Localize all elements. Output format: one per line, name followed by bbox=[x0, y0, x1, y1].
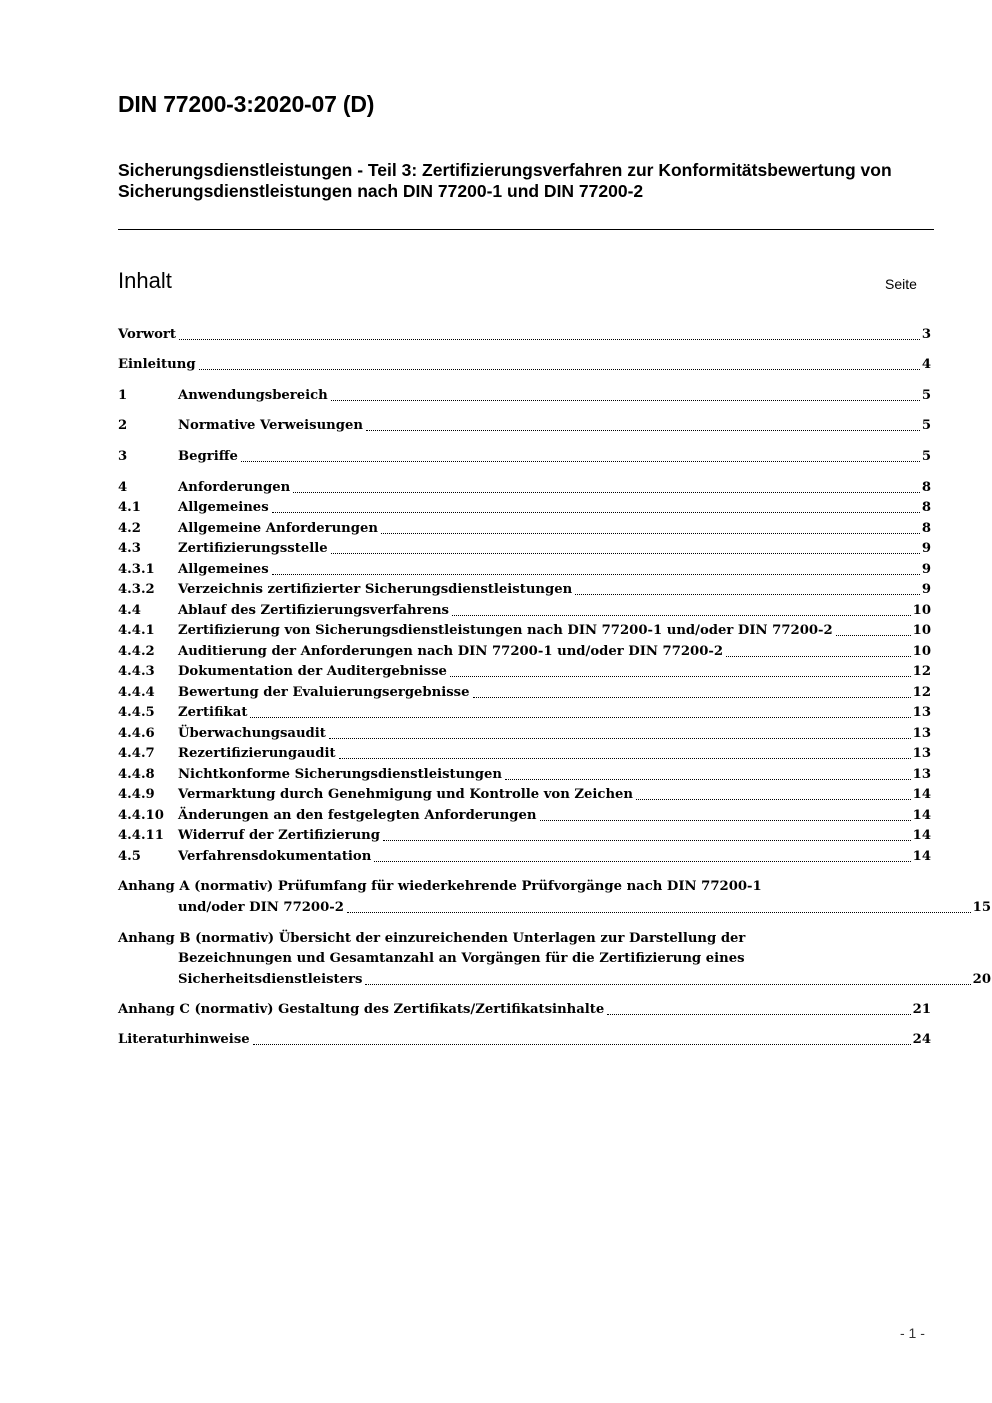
document-subtitle: Sicherungsdienstleistungen - Teil 3: Zertifizierungsverfahren zur Konformitätsbewertung von Sicherungsdienstleistungen nach DIN 77200-1 und DIN 77200-2 bbox=[118, 160, 892, 201]
document-title: DIN 77200-3:2020-07 (D) bbox=[118, 91, 375, 117]
toc-dot-leader bbox=[272, 574, 920, 575]
toc-entry-page: 9 bbox=[921, 541, 931, 556]
toc-entry[interactable] bbox=[118, 806, 931, 826]
toc-entry[interactable] bbox=[118, 601, 931, 621]
toc-entry[interactable] bbox=[118, 580, 931, 600]
toc-entry[interactable] bbox=[118, 325, 931, 345]
toc-dot-leader bbox=[365, 984, 970, 985]
toc-entry[interactable] bbox=[118, 560, 931, 580]
toc-dot-leader bbox=[331, 400, 920, 401]
toc-dot-leader bbox=[293, 492, 920, 493]
toc-entry-page: 13 bbox=[912, 726, 931, 741]
toc-entry-title: Nichtkonforme Sicherungsdienstleistungen bbox=[178, 767, 502, 782]
toc-entry-title: Bewertung der Evaluierungsergebnisse bbox=[178, 685, 470, 700]
toc-entry-number: 4.4.9 bbox=[118, 787, 155, 802]
toc-entry-title: Allgemeine Anforderungen bbox=[178, 521, 378, 536]
toc-entry[interactable] bbox=[118, 744, 931, 764]
toc-heading: Inhalt bbox=[118, 268, 172, 293]
toc-entry-number: 4.4.1 bbox=[118, 623, 155, 638]
toc-entry-number: 4.4.2 bbox=[118, 644, 155, 659]
toc-dot-leader bbox=[452, 615, 911, 616]
toc-entry-page: 4 bbox=[921, 357, 931, 372]
toc-entry-number: 4.2 bbox=[118, 521, 141, 536]
toc-entry[interactable] bbox=[118, 355, 931, 375]
toc-entry[interactable] bbox=[118, 826, 931, 846]
toc-entry[interactable] bbox=[118, 765, 931, 785]
toc-annex-title: Anhang C (normativ) Gestaltung des Zertifikats/Zertifikatsinhalte bbox=[118, 1002, 605, 1017]
toc-entry[interactable] bbox=[118, 519, 931, 539]
toc-entry[interactable] bbox=[118, 539, 931, 559]
toc-entry-page: 13 bbox=[912, 767, 931, 782]
page-column-label: Seite bbox=[885, 276, 917, 292]
toc-entry-title: Begriffe bbox=[178, 449, 238, 464]
toc-dot-leader bbox=[329, 738, 911, 739]
toc-entry[interactable] bbox=[118, 703, 931, 723]
title-divider bbox=[118, 229, 934, 230]
toc-entry[interactable] bbox=[118, 662, 931, 682]
toc-entry-title: Zertifizierung von Sicherungsdienstleistungen nach DIN 77200-1 und/oder DIN 77200-2 bbox=[178, 623, 833, 638]
toc-entry-page: 8 bbox=[921, 480, 931, 495]
toc-entry-number: 4.5 bbox=[118, 849, 141, 864]
toc-entry-page: 10 bbox=[912, 603, 931, 618]
toc-annex-line[interactable]: Anhang B (normativ) Übersicht der einzureichenden Unterlagen zur Darstellung der bbox=[118, 931, 746, 946]
toc-entry[interactable] bbox=[118, 683, 931, 703]
toc-annex-entry[interactable] bbox=[118, 898, 991, 918]
toc-dot-leader bbox=[726, 656, 911, 657]
toc-entry-title: Ablauf des Zertifizierungsverfahrens bbox=[178, 603, 449, 618]
toc-entry-number: 2 bbox=[118, 418, 128, 433]
toc-entry-page: 8 bbox=[921, 521, 931, 536]
toc-entry-title: Dokumentation der Auditergebnisse bbox=[178, 664, 447, 679]
toc-entry[interactable] bbox=[118, 447, 931, 467]
toc-entry-page: 5 bbox=[921, 449, 931, 464]
toc-entry-title: Anforderungen bbox=[178, 480, 291, 495]
toc-entry[interactable] bbox=[118, 847, 931, 867]
toc-entry-title: Rezertifizierungaudit bbox=[178, 746, 336, 761]
toc-entry-number: 4.3.2 bbox=[118, 582, 155, 597]
toc-entry[interactable] bbox=[118, 621, 931, 641]
toc-entry[interactable] bbox=[118, 478, 931, 498]
toc-entry-page: 13 bbox=[912, 705, 931, 720]
toc-entry-number: 4 bbox=[118, 480, 128, 495]
toc-entry-number: 4.4.11 bbox=[118, 828, 164, 843]
toc-entry-page: 3 bbox=[921, 327, 931, 342]
toc-entry-page: 10 bbox=[912, 644, 931, 659]
toc-dot-leader bbox=[607, 1014, 910, 1015]
toc-entry-title: Änderungen an den festgelegten Anforderungen bbox=[178, 808, 537, 823]
toc-dot-leader bbox=[381, 533, 920, 534]
toc-entry-title: Anwendungsbereich bbox=[178, 388, 328, 403]
toc-dot-leader bbox=[253, 1044, 911, 1045]
toc-entry-page: 14 bbox=[912, 808, 931, 823]
toc-entry-page: 10 bbox=[912, 623, 931, 638]
toc-entry-page: 12 bbox=[912, 685, 931, 700]
toc-annex-page: 24 bbox=[912, 1032, 931, 1047]
toc-entry-page: 14 bbox=[912, 787, 931, 802]
toc-entry[interactable] bbox=[118, 724, 931, 744]
toc-annex-line[interactable]: Bezeichnungen und Gesamtanzahl an Vorgängen für die Zertifizierung eines bbox=[178, 951, 745, 966]
toc-entry-title: Auditierung der Anforderungen nach DIN 77200-1 und/oder DIN 77200-2 bbox=[178, 644, 724, 659]
toc-entry-number: 4.4.5 bbox=[118, 705, 155, 720]
toc-entry-title: Vorwort bbox=[118, 327, 176, 342]
toc-entry-number: 4.4.10 bbox=[118, 808, 164, 823]
toc-dot-leader bbox=[241, 461, 920, 462]
toc-entry-page: 12 bbox=[912, 664, 931, 679]
toc-dot-leader bbox=[272, 512, 920, 513]
toc-entry[interactable] bbox=[118, 416, 931, 436]
toc-dot-leader bbox=[374, 861, 910, 862]
page-number: - 1 - bbox=[900, 1325, 925, 1341]
toc-annex-page: 21 bbox=[912, 1002, 931, 1017]
toc-entry-page: 9 bbox=[921, 562, 931, 577]
toc-annex-page: 15 bbox=[972, 900, 991, 915]
toc-entry-title: Vermarktung durch Genehmigung und Kontrolle von Zeichen bbox=[178, 787, 634, 802]
toc-entry-title: Zertifikat bbox=[178, 705, 248, 720]
toc-entry-number: 4.4.7 bbox=[118, 746, 155, 761]
toc-entry-page: 9 bbox=[921, 582, 931, 597]
toc-dot-leader bbox=[199, 369, 920, 370]
toc-dot-leader bbox=[575, 594, 920, 595]
toc-dot-leader bbox=[179, 339, 920, 340]
toc-entry-page: 8 bbox=[921, 500, 931, 515]
toc-entry-number: 4.4.6 bbox=[118, 726, 155, 741]
toc-entry-number: 4.3 bbox=[118, 541, 141, 556]
toc-entry-number: 4.4.4 bbox=[118, 685, 155, 700]
toc-dot-leader bbox=[540, 820, 911, 821]
toc-annex-title: Sicherheitsdienstleisters bbox=[178, 972, 363, 987]
toc-entry-title: Verzeichnis zertifizierter Sicherungsdienstleistungen bbox=[178, 582, 573, 597]
toc-annex-title: und/oder DIN 77200-2 bbox=[178, 900, 344, 915]
toc-entry-page: 5 bbox=[921, 418, 931, 433]
toc-dot-leader bbox=[505, 779, 911, 780]
toc-dot-leader bbox=[366, 430, 920, 431]
toc-entry-number: 4.4.3 bbox=[118, 664, 155, 679]
toc-entry-number: 3 bbox=[118, 449, 128, 464]
toc-dot-leader bbox=[836, 635, 911, 636]
toc-entry-number: 4.3.1 bbox=[118, 562, 155, 577]
toc-dot-leader bbox=[450, 676, 911, 677]
toc-entry-title: Überwachungsaudit bbox=[178, 726, 326, 741]
toc-annex-entry[interactable] bbox=[118, 970, 991, 990]
toc-entry-page: 5 bbox=[921, 388, 931, 403]
toc-entry-number: 4.4 bbox=[118, 603, 141, 618]
toc-dot-leader bbox=[331, 553, 920, 554]
toc-entry[interactable] bbox=[118, 785, 931, 805]
toc-entry-number: 4.4.8 bbox=[118, 767, 155, 782]
toc-entry-page: 13 bbox=[912, 746, 931, 761]
toc-dot-leader bbox=[250, 717, 910, 718]
toc-dot-leader bbox=[339, 758, 911, 759]
toc-dot-leader bbox=[383, 840, 911, 841]
toc-entry-number: 4.1 bbox=[118, 500, 141, 515]
toc-entry[interactable] bbox=[118, 498, 931, 518]
toc-entry-title: Normative Verweisungen bbox=[178, 418, 363, 433]
toc-entry-title: Zertifizierungsstelle bbox=[178, 541, 328, 556]
toc-annex-entry[interactable] bbox=[118, 1030, 931, 1050]
toc-annex-entry[interactable] bbox=[118, 1000, 931, 1020]
toc-entry[interactable] bbox=[118, 642, 931, 662]
toc-entry-page: 14 bbox=[912, 828, 931, 843]
toc-entry-title: Einleitung bbox=[118, 357, 196, 372]
toc-annex-title: Literaturhinweise bbox=[118, 1032, 250, 1047]
toc-dot-leader bbox=[347, 912, 971, 913]
toc-entry-number: 1 bbox=[118, 388, 128, 403]
toc-entry-page: 14 bbox=[912, 849, 931, 864]
toc-dot-leader bbox=[473, 697, 911, 698]
toc-entry-title: Allgemeines bbox=[178, 562, 269, 577]
toc-dot-leader bbox=[636, 799, 911, 800]
toc-annex-line[interactable]: Anhang A (normativ) Prüfumfang für wiederkehrende Prüfvorgänge nach DIN 77200-1 bbox=[118, 879, 762, 894]
toc-annex-page: 20 bbox=[972, 972, 991, 987]
toc-entry[interactable] bbox=[118, 386, 931, 406]
toc-entry-title: Widerruf der Zertifizierung bbox=[178, 828, 380, 843]
toc-entry-title: Verfahrensdokumentation bbox=[178, 849, 372, 864]
toc-entry-title: Allgemeines bbox=[178, 500, 269, 515]
